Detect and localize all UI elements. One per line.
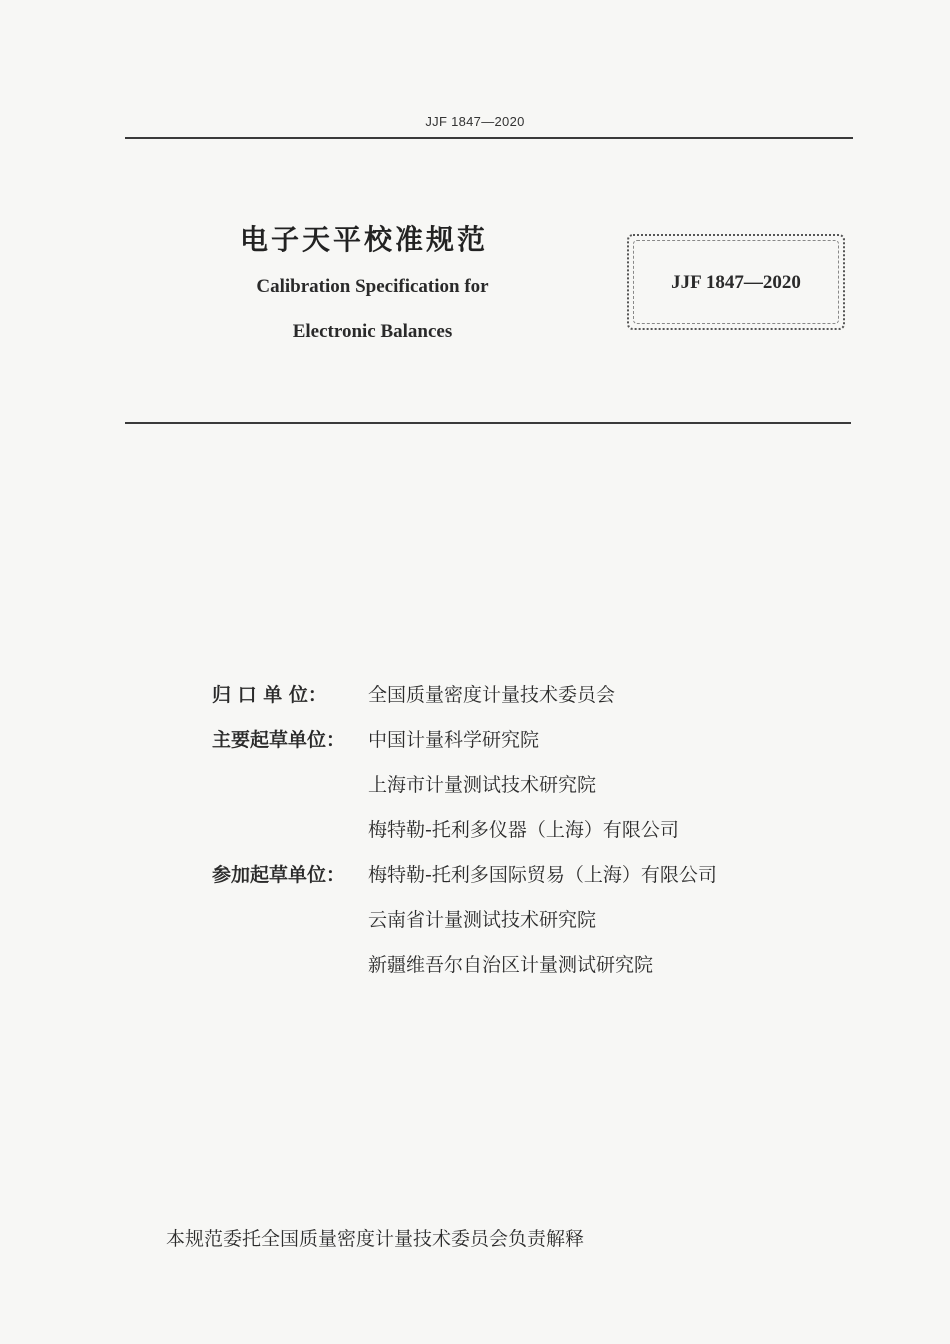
standard-code-box-text: JJF 1847—2020 bbox=[671, 272, 801, 293]
header-standard-code: JJF 1847—2020 bbox=[425, 114, 525, 129]
main-drafting-value-3: 梅特勒-托利多仪器（上海）有限公司 bbox=[368, 819, 679, 841]
top-divider bbox=[125, 137, 853, 139]
title-english-line1: Calibration Specification for bbox=[256, 276, 489, 297]
interpretation-note: 本规范委托全国质量密度计量技术委员会负责解释 bbox=[166, 1228, 585, 1250]
title-chinese: 电子天平校准规范 bbox=[240, 223, 489, 256]
responsible-value: 全国质量密度计量技术委员会 bbox=[368, 684, 616, 706]
main-drafting-label: 主要起草单位： bbox=[212, 729, 346, 751]
main-drafting-value-1: 中国计量科学研究院 bbox=[368, 729, 540, 751]
title-english-line2: Electronic Balances bbox=[292, 321, 453, 342]
participating-label: 参加起草单位： bbox=[212, 864, 346, 886]
bottom-divider bbox=[125, 422, 851, 424]
main-drafting-value-2: 上海市计量测试技术研究院 bbox=[368, 774, 597, 796]
participating-value-1: 梅特勒-托利多国际贸易（上海）有限公司 bbox=[368, 864, 717, 886]
participating-value-2: 云南省计量测试技术研究院 bbox=[368, 909, 597, 931]
participating-value-3: 新疆维吾尔自治区计量测试研究院 bbox=[368, 954, 654, 976]
standard-code-box bbox=[627, 234, 845, 330]
responsible-label: 归 口 单 位： bbox=[212, 684, 327, 706]
